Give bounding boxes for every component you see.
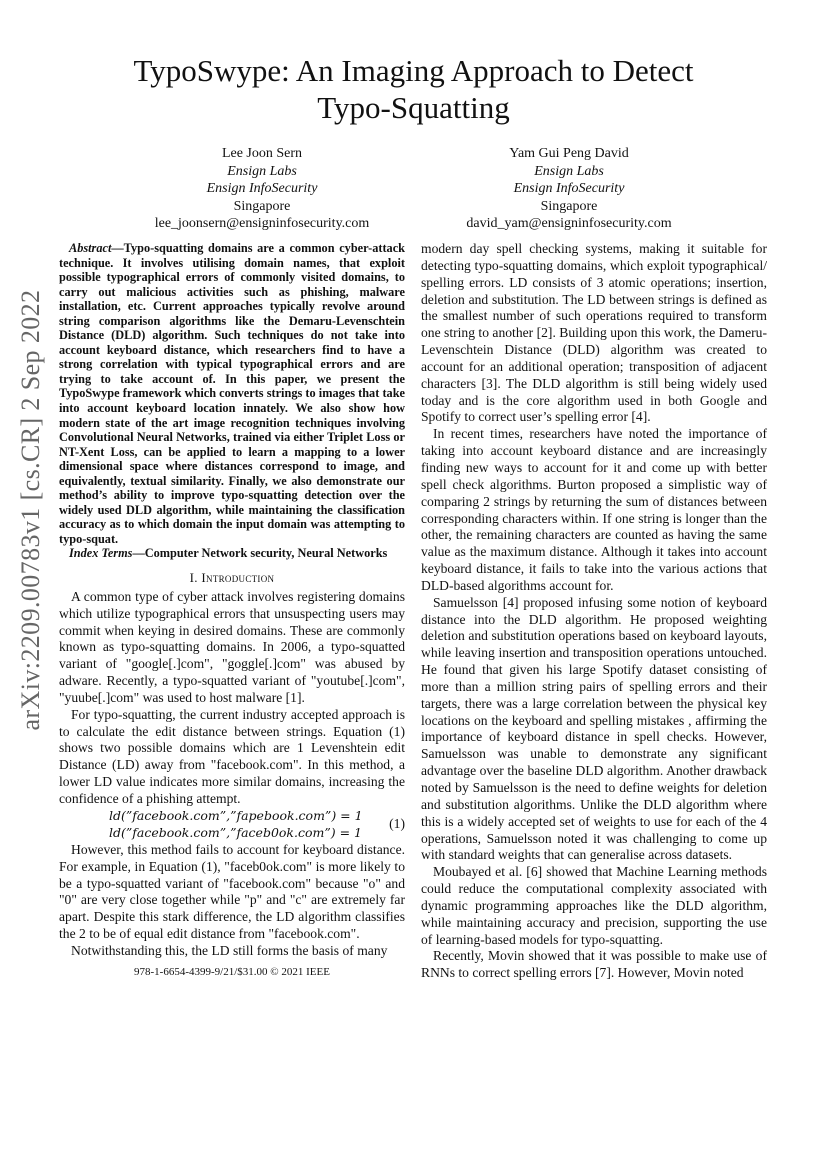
index-terms-text: —Computer Network security, Neural Networks	[132, 546, 388, 561]
body-paragraph: A common type of cyber attack involves registering domains which utilize typographical errors that unsuspecting users may commit when keying in desired domains. These are commonly known as typo-squatting domains. In 2006, a typo-squatted variant of "google[.]com", "goggle[.]com" was abused by adware. Recently, a typo-squatted variant of "youtube[.]com", "yuube[.]com" was used to host malware [1].	[59, 588, 405, 705]
author-affiliation: Ensign InfoSecurity	[513, 181, 625, 197]
equation-line-2: ld(”facebook.com”,”faceb0ok.com”) = 1	[109, 824, 363, 840]
index-terms	[59, 546, 405, 561]
author-country: Singapore	[540, 198, 598, 214]
author-name: Yam Gui Peng David	[509, 146, 629, 161]
right-column	[421, 241, 767, 982]
author-email: lee_joonsern@ensigninfosecurity.com	[154, 216, 370, 232]
body-paragraph: Samuelsson [4] proposed infusing some notion of keyboard distance into the DLD algorithm. He proposed weighting deletion and substitution operations based on keyboard layouts, while leaving insertion and transposition operations untouched. He found that given his large Spotify dataset consisting of more than a million string pairs of spelling errors and their targets, there was a large correlation between the physical key locations on the keyboard and spelling mistakes , affirming the importance of keyboard distance in spell checks. However, Samuelsson was unable to demonstrate any significant advantage over the baseline DLD algorithm. Another drawback noted by Samuelsson is the need to define weights for deletion and substitution algorithms. Unlike the DLD algorithm where this is a widely accepted set of weights to use for each of the 4 operations, Samuelsson noted it was challenging to come up with standard weights that can generalise across datasets.	[421, 594, 767, 863]
arxiv-identifier	[6, 110, 56, 910]
author-block-2	[419, 145, 719, 233]
author-country: Singapore	[233, 198, 291, 214]
index-terms-label: Index Terms	[69, 546, 133, 561]
left-column	[59, 241, 405, 960]
equation-1	[59, 808, 405, 842]
body-paragraph: However, this method fails to account for keyboard distance. For example, in Equation (1), "faceb0ok.com" is more likely to be a typo-squatted variant of "facebook.com" because "o" and "0" are very close together while "p" and "c" are extremely far apart. Despite this stark difference, the LD algorithm classifies the 2 to be of equal edit distance from "facebook.com".	[59, 841, 405, 942]
author-affiliation: Ensign Labs	[534, 163, 604, 179]
body-paragraph: Recently, Movin showed that it was possible to make use of RNNs to correct spelling errors [7]. However, Movin noted	[421, 948, 767, 981]
copyright-footer: 978-1-6654-4399-9/21/$31.00 © 2021 IEEE	[134, 966, 330, 978]
section-heading: I. Introduction	[189, 570, 275, 586]
body-paragraph: Notwithstanding this, the LD still forms the basis of many	[71, 942, 388, 958]
abstract-label: Abstract	[69, 241, 112, 255]
body-paragraph: In recent times, researchers have noted the importance of taking into account keyboard distance and are increasingly finding new ways to account for it and come up with better spell check algorithms. Burton proposed a simplistic way of comparing 2 strings by returning the sum of distances between corresponding characters within. If one string is longer than the other, the remaining characters are counted as having the same value as the maximum distance. Although it takes into account keyboard distance, it fails to take into the various actions that DLD-based algorithms account for.	[421, 426, 767, 593]
author-affiliation: Ensign InfoSecurity	[206, 181, 318, 197]
arxiv-id-text: arXiv:2209.00783v1 [cs.CR] 2 Sep 2022	[16, 289, 45, 731]
body-paragraph: Moubayed et al. [6] showed that Machine Learning methods could reduce the computational complexity associated with dynamic programming approaches like the DLD algorithm, while maintaining accuracy and precision, supporting the use of learning-based models for typo-squatting.	[421, 864, 767, 947]
abstract	[59, 241, 405, 546]
body-paragraph-continued: modern day spell checking systems, making it suitable for detecting typo-squatting domains, which exploit typographical/ spelling errors. LD consists of 3 atomic operations; insertion, deletion and substitution. The LD between strings is defined as the smallest number of such operations required to transform one string to another [2]. Building upon this work, the Dameru-Levenschtein Distance (DLD) algorithm was created to account for an additional operation; transposition of adjacent characters [3]. The DLD algorithm is still being widely used today and is the core algorithm used in both Google and Spotify to correct user’s spelling error [4].	[421, 241, 767, 425]
author-email: david_yam@ensigninfosecurity.com	[466, 216, 672, 232]
title-line-2: Typo-Squatting	[317, 90, 510, 125]
author-block-1	[112, 145, 412, 233]
equation-number: (1)	[389, 815, 405, 831]
abstract-text: —Typo-squatting domains are a common cyber-attack technique. It involves utilising domain names, that exploit possible typographical errors of commonly visited domains, to carry out malicious activities such as phishing, malware installation, etc. Current approaches typically revolve around string comparison algorithms like the Demaru-Levenschtein Distance (DLD) algorithm. Such techniques do not take into account keyboard distance, which researchers find to have a strong correlation with typical typographical errors and are trying to take account of. In this paper, we present the TypoSwype framework which converts strings to images that take into account keyboard location innately. We also show how modern state of the art image recognition techniques involving Convolutional Neural Networks, trained via either Triplet Loss or NT-Xent Loss, can be applied to learn a mapping to a lower dimensional space where distances correspond to image, and equivalently, textual similarity. Finally, we also demonstrate our method’s ability to improve typo-squatting detection over the widely used DLD algorithm, while maintaining the classification accuracy as to which domain the input domain was attempting to typo-squat.	[59, 241, 405, 546]
paper-title	[60, 52, 767, 126]
author-affiliation: Ensign Labs	[227, 163, 297, 179]
author-name: Lee Joon Sern	[221, 146, 303, 161]
equation-line-1: ld(”facebook.com”,”fapebook.com”) = 1	[109, 807, 363, 823]
body-paragraph: For typo-squatting, the current industry accepted approach is to calculate the edit distance between strings. Equation (1) shows two possible domains which are 1 Levenshtein edit Distance (LD) away from "facebook.com". In this method, a lower LD value indicates more similar domains, increasing the confidence of a phishing attempt.	[59, 706, 405, 806]
title-line-1: TypoSwype: An Imaging Approach to Detect	[133, 53, 694, 88]
